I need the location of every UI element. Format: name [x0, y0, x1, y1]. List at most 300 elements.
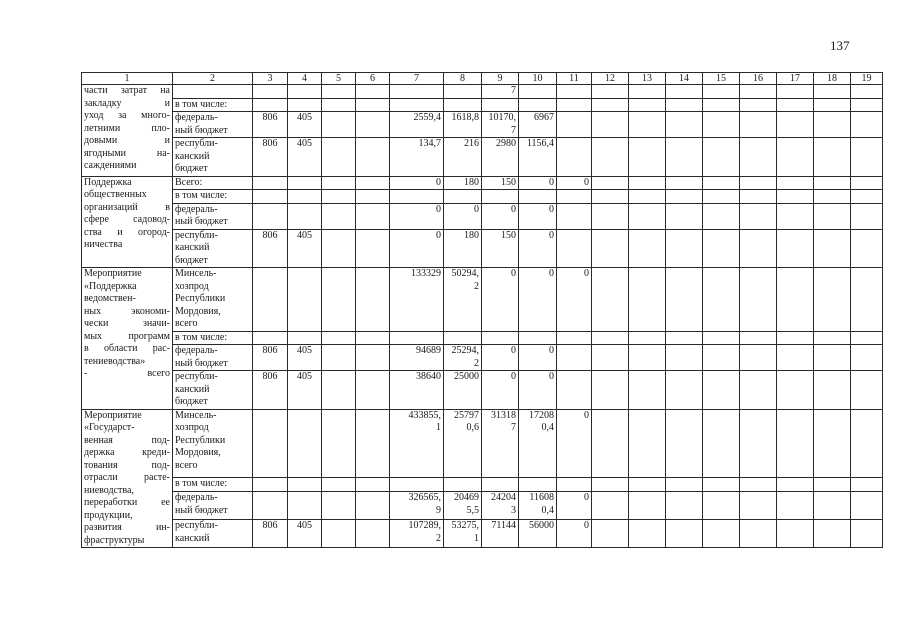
amount-cell: [482, 331, 519, 345]
column-header: 1: [82, 73, 173, 85]
table-row: [82, 331, 883, 345]
amount-cell: [557, 345, 592, 371]
amount-cell: [356, 345, 390, 371]
amount-cell: [851, 268, 883, 332]
amount-cell: [356, 371, 390, 410]
budget-code-cell: [288, 331, 322, 345]
amount-cell: [666, 138, 703, 177]
amount-cell: [814, 190, 851, 204]
amount-cell: [703, 268, 740, 332]
amount-cell: [592, 268, 629, 332]
amount-cell: 17208 0,4: [519, 409, 557, 477]
amount-cell: 0: [519, 203, 557, 229]
amount-cell: [777, 268, 814, 332]
amount-cell: [557, 229, 592, 268]
event-name-cell: [82, 176, 173, 268]
column-header: 2: [173, 73, 253, 85]
amount-cell: [356, 229, 390, 268]
amount-cell: [666, 190, 703, 204]
amount-cell: [703, 176, 740, 190]
amount-cell: [356, 409, 390, 477]
amount-cell: [390, 190, 444, 204]
table-row: [82, 203, 883, 229]
amount-cell: [814, 409, 851, 477]
amount-cell: [777, 520, 814, 548]
amount-cell: [851, 85, 883, 99]
amount-cell: [482, 477, 519, 491]
amount-cell: [557, 331, 592, 345]
amount-cell: [629, 477, 666, 491]
amount-cell: 150: [482, 176, 519, 190]
amount-cell: 1156,4: [519, 138, 557, 177]
amount-cell: [777, 112, 814, 138]
column-header: 5: [322, 73, 356, 85]
amount-cell: [322, 520, 356, 548]
amount-cell: 0: [390, 203, 444, 229]
amount-cell: 0: [557, 268, 592, 332]
amount-cell: [322, 190, 356, 204]
amount-cell: 216: [444, 138, 482, 177]
amount-cell: [629, 85, 666, 99]
amount-cell: 0: [557, 409, 592, 477]
amount-cell: [356, 98, 390, 112]
event-name-line: довыми и: [84, 135, 170, 146]
amount-cell: [356, 477, 390, 491]
amount-cell: [356, 203, 390, 229]
funding-source-cell: республи- канский бюджет: [173, 371, 253, 410]
amount-cell: [851, 138, 883, 177]
amount-cell: [592, 176, 629, 190]
event-name-line: части затрат на: [84, 85, 170, 96]
amount-cell: [814, 477, 851, 491]
amount-cell: [666, 268, 703, 332]
funding-source-cell: в том числе:: [173, 331, 253, 345]
budget-code-cell: 806: [253, 112, 288, 138]
funding-source-cell: [173, 85, 253, 99]
amount-cell: [666, 492, 703, 520]
amount-cell: [740, 229, 777, 268]
amount-cell: [814, 520, 851, 548]
amount-cell: [777, 203, 814, 229]
column-header: 17: [777, 73, 814, 85]
table-row: [82, 138, 883, 177]
budget-code-cell: 806: [253, 138, 288, 177]
amount-cell: [851, 229, 883, 268]
amount-cell: 94689: [390, 345, 444, 371]
budget-code-cell: 405: [288, 138, 322, 177]
budget-code-cell: [253, 85, 288, 99]
funding-source-cell: Минсель- хозпрод Республики Мордовия, всего: [173, 268, 253, 332]
amount-cell: [322, 176, 356, 190]
amount-cell: 0: [390, 229, 444, 268]
budget-table: [81, 72, 883, 548]
amount-cell: [557, 477, 592, 491]
table-row: [82, 176, 883, 190]
amount-cell: [322, 268, 356, 332]
amount-cell: [814, 331, 851, 345]
amount-cell: [703, 331, 740, 345]
event-name-line: развития ин-: [84, 522, 170, 533]
amount-cell: [740, 492, 777, 520]
budget-code-cell: [288, 268, 322, 332]
amount-cell: [629, 203, 666, 229]
amount-cell: [592, 85, 629, 99]
amount-cell: [356, 138, 390, 177]
page-number: 137: [830, 38, 850, 53]
budget-code-cell: 405: [288, 520, 322, 548]
event-name-line: Мероприятие: [84, 268, 142, 279]
amount-cell: [592, 229, 629, 268]
event-name-cell: [82, 409, 173, 548]
amount-cell: [557, 190, 592, 204]
budget-code-cell: [253, 98, 288, 112]
event-name-line: летними пло-: [84, 122, 170, 134]
amount-cell: [666, 345, 703, 371]
amount-cell: [703, 492, 740, 520]
amount-cell: 0: [482, 268, 519, 332]
funding-source-cell: республи- канский: [173, 520, 253, 548]
column-header: 6: [356, 73, 390, 85]
amount-cell: [629, 520, 666, 548]
amount-cell: [322, 492, 356, 520]
amount-cell: [444, 98, 482, 112]
amount-cell: [322, 409, 356, 477]
event-name-line: «Государст-: [84, 422, 135, 433]
amount-cell: [629, 268, 666, 332]
amount-cell: [557, 371, 592, 410]
funding-source-cell: федераль- ный бюджет: [173, 203, 253, 229]
amount-cell: [777, 409, 814, 477]
funding-source-cell: в том числе:: [173, 477, 253, 491]
amount-cell: [703, 477, 740, 491]
column-header: 16: [740, 73, 777, 85]
amount-cell: [814, 98, 851, 112]
column-header: 13: [629, 73, 666, 85]
budget-code-cell: [253, 176, 288, 190]
amount-cell: [356, 176, 390, 190]
amount-cell: [740, 331, 777, 345]
amount-cell: 0: [444, 203, 482, 229]
amount-cell: [519, 98, 557, 112]
amount-cell: [777, 85, 814, 99]
amount-cell: [356, 112, 390, 138]
amount-cell: [740, 409, 777, 477]
column-header: 3: [253, 73, 288, 85]
amount-cell: [666, 176, 703, 190]
table-row: [82, 492, 883, 520]
amount-cell: [557, 138, 592, 177]
amount-cell: 25797 0,6: [444, 409, 482, 477]
column-header: 19: [851, 73, 883, 85]
column-header: 14: [666, 73, 703, 85]
amount-cell: [814, 203, 851, 229]
amount-cell: 433855, 1: [390, 409, 444, 477]
table-row: [82, 409, 883, 477]
amount-cell: [629, 345, 666, 371]
amount-cell: [629, 492, 666, 520]
amount-cell: 11608 0,4: [519, 492, 557, 520]
amount-cell: [557, 98, 592, 112]
amount-cell: [482, 98, 519, 112]
amount-cell: [703, 203, 740, 229]
amount-cell: 0: [482, 203, 519, 229]
amount-cell: [740, 345, 777, 371]
table-row: [82, 85, 883, 99]
amount-cell: [592, 112, 629, 138]
event-name-line: Мероприятие: [84, 409, 142, 421]
amount-cell: 1618,8: [444, 112, 482, 138]
amount-cell: [814, 138, 851, 177]
amount-cell: [592, 492, 629, 520]
column-header: 11: [557, 73, 592, 85]
event-name-cell: [82, 85, 173, 177]
event-name-line: саждениями: [84, 160, 137, 171]
funding-source-cell: в том числе:: [173, 190, 253, 204]
amount-cell: [666, 85, 703, 99]
amount-cell: [814, 112, 851, 138]
amount-cell: [703, 190, 740, 204]
amount-cell: [777, 98, 814, 112]
budget-code-cell: 806: [253, 520, 288, 548]
amount-cell: [592, 371, 629, 410]
amount-cell: [356, 190, 390, 204]
amount-cell: [851, 203, 883, 229]
event-name-line: уход за много-: [84, 110, 170, 121]
amount-cell: [444, 477, 482, 491]
budget-code-cell: [288, 492, 322, 520]
amount-cell: [322, 138, 356, 177]
amount-cell: 0: [482, 345, 519, 371]
amount-cell: [666, 520, 703, 548]
amount-cell: [592, 138, 629, 177]
event-name-line: сфере садовод-: [84, 214, 170, 225]
amount-cell: [740, 203, 777, 229]
event-name-line: - всего: [84, 368, 170, 379]
budget-code-cell: 806: [253, 229, 288, 268]
budget-code-cell: [288, 477, 322, 491]
amount-cell: [592, 331, 629, 345]
table-row: [82, 345, 883, 371]
amount-cell: 0: [519, 268, 557, 332]
table-row: [82, 371, 883, 410]
amount-cell: [740, 190, 777, 204]
event-name-line: мых программ: [84, 330, 170, 342]
amount-cell: [592, 409, 629, 477]
amount-cell: [777, 477, 814, 491]
event-name-line: переработки ее: [84, 497, 170, 508]
amount-cell: [740, 85, 777, 99]
event-name-cell: [82, 268, 173, 410]
amount-cell: 0: [519, 345, 557, 371]
amount-cell: [557, 203, 592, 229]
amount-cell: [592, 190, 629, 204]
amount-cell: 6967: [519, 112, 557, 138]
budget-code-cell: [253, 268, 288, 332]
amount-cell: [777, 138, 814, 177]
column-header: 7: [390, 73, 444, 85]
amount-cell: [629, 112, 666, 138]
budget-code-cell: [288, 85, 322, 99]
amount-cell: [444, 331, 482, 345]
event-name-line: Поддержка: [84, 176, 132, 188]
amount-cell: 25294, 2: [444, 345, 482, 371]
amount-cell: 134,7: [390, 138, 444, 177]
amount-cell: [814, 85, 851, 99]
amount-cell: [629, 229, 666, 268]
amount-cell: [777, 190, 814, 204]
event-name-line: тениеводства»: [84, 355, 146, 367]
amount-cell: 107289, 2: [390, 520, 444, 548]
funding-source-cell: Всего:: [173, 176, 253, 190]
amount-cell: [482, 190, 519, 204]
event-name-line: в области рас-: [84, 343, 170, 354]
table-row: [82, 112, 883, 138]
amount-cell: [356, 268, 390, 332]
amount-cell: [519, 331, 557, 345]
amount-cell: [851, 409, 883, 477]
amount-cell: 0: [390, 176, 444, 190]
amount-cell: [519, 477, 557, 491]
amount-cell: [322, 85, 356, 99]
budget-code-cell: [253, 331, 288, 345]
amount-cell: [629, 190, 666, 204]
amount-cell: [703, 98, 740, 112]
budget-code-cell: [253, 190, 288, 204]
budget-code-cell: [253, 409, 288, 477]
amount-cell: [557, 112, 592, 138]
amount-cell: [814, 229, 851, 268]
amount-cell: [390, 85, 444, 99]
amount-cell: 20469 5,5: [444, 492, 482, 520]
budget-code-cell: [288, 190, 322, 204]
amount-cell: [814, 492, 851, 520]
amount-cell: [629, 176, 666, 190]
amount-cell: [666, 98, 703, 112]
event-name-line: ных экономи-: [84, 305, 170, 317]
amount-cell: [740, 268, 777, 332]
amount-cell: [390, 98, 444, 112]
table-body: [82, 85, 883, 548]
amount-cell: [592, 345, 629, 371]
amount-cell: [703, 85, 740, 99]
amount-cell: [629, 409, 666, 477]
amount-cell: [519, 190, 557, 204]
column-header: 8: [444, 73, 482, 85]
amount-cell: 25000: [444, 371, 482, 410]
amount-cell: [322, 98, 356, 112]
amount-cell: [322, 112, 356, 138]
amount-cell: [444, 190, 482, 204]
column-header: 18: [814, 73, 851, 85]
amount-cell: [390, 331, 444, 345]
amount-cell: 2980: [482, 138, 519, 177]
budget-code-cell: [253, 492, 288, 520]
event-name-line: ства и огород-: [84, 226, 170, 238]
amount-cell: [390, 477, 444, 491]
table-row: [82, 520, 883, 548]
amount-cell: [740, 477, 777, 491]
budget-code-cell: [253, 203, 288, 229]
amount-cell: 10170, 7: [482, 112, 519, 138]
amount-cell: 326565, 9: [390, 492, 444, 520]
column-header: 10: [519, 73, 557, 85]
amount-cell: [851, 520, 883, 548]
amount-cell: 38640: [390, 371, 444, 410]
column-header: 12: [592, 73, 629, 85]
amount-cell: 56000: [519, 520, 557, 548]
amount-cell: 2559,4: [390, 112, 444, 138]
amount-cell: [356, 492, 390, 520]
amount-cell: [814, 371, 851, 410]
amount-cell: [592, 98, 629, 112]
header-row: [82, 73, 883, 85]
amount-cell: [814, 176, 851, 190]
amount-cell: 7: [482, 85, 519, 99]
funding-source-cell: республи- канский бюджет: [173, 138, 253, 177]
event-name-line: ничества: [84, 239, 123, 250]
budget-code-cell: 806: [253, 345, 288, 371]
amount-cell: 0: [519, 229, 557, 268]
amount-cell: 0: [557, 176, 592, 190]
amount-cell: [777, 229, 814, 268]
amount-cell: [629, 138, 666, 177]
amount-cell: 0: [482, 371, 519, 410]
amount-cell: [666, 112, 703, 138]
amount-cell: [444, 85, 482, 99]
event-name-line: общественных: [84, 189, 147, 200]
amount-cell: [851, 371, 883, 410]
amount-cell: 150: [482, 229, 519, 268]
amount-cell: [322, 229, 356, 268]
amount-cell: [666, 409, 703, 477]
amount-cell: 0: [519, 371, 557, 410]
budget-code-cell: [288, 98, 322, 112]
amount-cell: [322, 345, 356, 371]
budget-code-cell: 405: [288, 345, 322, 371]
funding-source-cell: в том числе:: [173, 98, 253, 112]
amount-cell: [592, 520, 629, 548]
event-name-line: отрасли расте-: [84, 472, 170, 483]
amount-cell: [322, 371, 356, 410]
amount-cell: 133329: [390, 268, 444, 332]
amount-cell: 0: [519, 176, 557, 190]
funding-source-cell: республи- канский бюджет: [173, 229, 253, 268]
amount-cell: [592, 477, 629, 491]
amount-cell: [851, 331, 883, 345]
amount-cell: [703, 112, 740, 138]
event-name-line: держка креди-: [84, 447, 170, 458]
amount-cell: [851, 112, 883, 138]
event-name-line: ягодными на-: [84, 147, 170, 159]
table-row: [82, 268, 883, 332]
amount-cell: [777, 345, 814, 371]
amount-cell: 71144: [482, 520, 519, 548]
amount-cell: 50294, 2: [444, 268, 482, 332]
amount-cell: [666, 477, 703, 491]
amount-cell: [777, 371, 814, 410]
amount-cell: [629, 98, 666, 112]
budget-code-cell: [288, 203, 322, 229]
amount-cell: 180: [444, 229, 482, 268]
amount-cell: [519, 85, 557, 99]
amount-cell: [740, 176, 777, 190]
budget-code-cell: 405: [288, 112, 322, 138]
budget-code-cell: [288, 409, 322, 477]
amount-cell: [814, 345, 851, 371]
amount-cell: [356, 85, 390, 99]
amount-cell: [666, 203, 703, 229]
event-name-line: ведомствен-: [84, 293, 136, 304]
